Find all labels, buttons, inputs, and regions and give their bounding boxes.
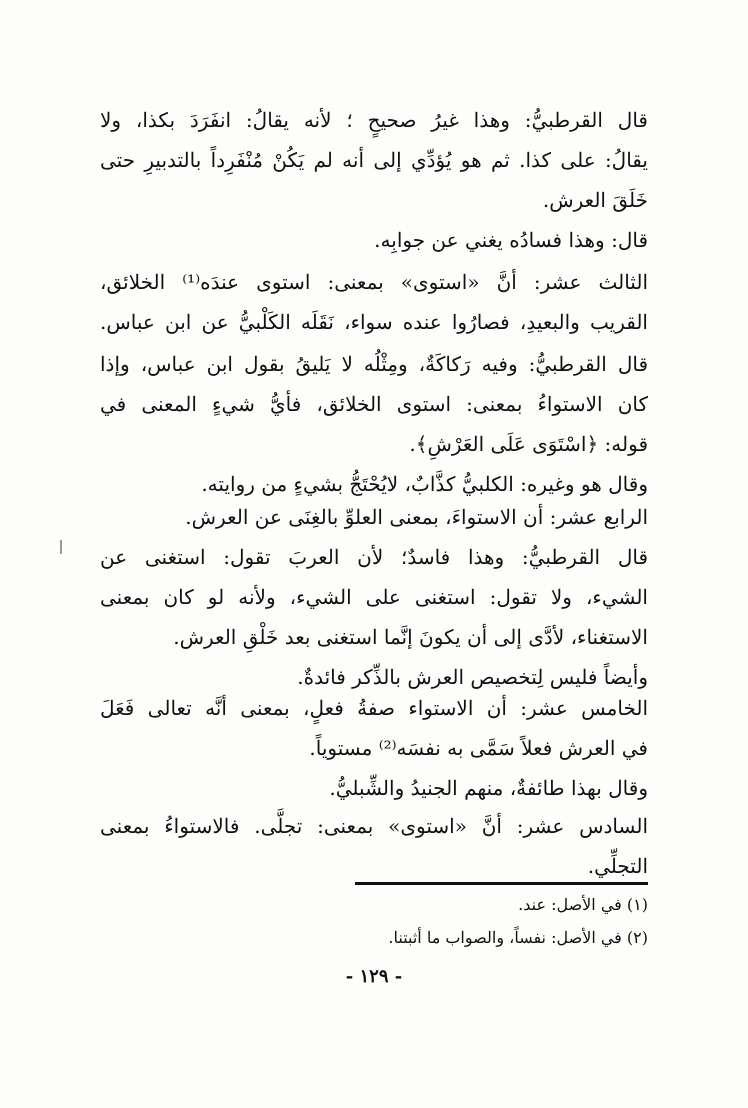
text-line: قال القرطبيُّ: وهذا غيرُ صحيحٍ ؛ لأنه يقالُ: انفَرَدَ بكذا، ولا <box>100 108 648 132</box>
paragraph-16 <box>100 806 648 886</box>
text-line: قوله: ﴿اسْتَوَى عَلَى العَرْشِ﴾. <box>409 432 648 456</box>
footnote-1: (١) في الأصل: عند. <box>518 895 648 914</box>
paragraph-qurtubi-1 <box>100 344 648 504</box>
main-text <box>100 100 648 260</box>
text-line: في العرش فعلاً سَمَّى به نفسَه⁽²⁾ مستوياً. <box>309 736 648 760</box>
text-line: القريب والبعيدِ، فصارُوا عنده سواء، نَقَلَه الكَلْبيُّ عن ابن عباس. <box>100 310 648 334</box>
text-line: الخامس عشر: أن الاستواء صفةُ فعلٍ، بمعنى أنَّه تعالى فَعَلَ <box>100 696 648 720</box>
scan-edge-mark <box>60 540 62 554</box>
paragraph-15 <box>100 688 648 808</box>
text-line: الشيء، ولا تقول: استغنى على الشيء، ولأنه لو كان بمعنى <box>100 585 648 609</box>
paragraph-13 <box>100 262 648 342</box>
text-line: قال القرطبيُّ: وفيه رَكاكَةٌ، ومِثْلُه لا يَليقُ بقول ابن عباس، وإذا <box>100 352 648 376</box>
text-line: وقال بهذا طائفةٌ، منهم الجنيدُ والشِّبليُّ. <box>329 776 648 800</box>
text-line: وقال هو وغيره: الكلبيُّ كذَّابٌ، لايُحْتَجُّ بشيءٍ من روايته. <box>201 472 648 496</box>
text-line: الثالث عشر: أنَّ «استوى» بمعنى: استوى عندَه⁽¹⁾ الخلائق، <box>100 270 648 294</box>
footnote-2: (٢) في الأصل: نفساً، والصواب ما أثبتنا. <box>388 928 648 947</box>
footnote-divider <box>355 882 648 885</box>
text-line: الاستغناء، لأدَّى إلى أن يكونَ إنَّما استغنى بعد خَلْقِ العرش. <box>173 625 648 649</box>
text-line: وأيضاً فليس لِتخصيص العرش بالذِّكر فائدةٌ. <box>297 665 648 689</box>
text-line: قال القرطبيُّ: وهذا فاسدٌ؛ لأن العربَ تقول: استغنى عن <box>100 545 648 569</box>
text-line: التجلِّي. <box>587 854 648 878</box>
text-line: قال: وهذا فسادُه يغني عن جوابِه. <box>374 228 648 252</box>
text-line: كان الاستواءُ بمعنى: استوى الخلائق، فأيُّ شيءٍ المعنى في <box>100 392 648 416</box>
page-number: - ١٢٩ - <box>345 966 403 987</box>
text-line: السادس عشر: أنَّ «استوى» بمعنى: تجلَّى. فالاستواءُ بمعنى <box>100 814 648 838</box>
footnotes <box>100 888 648 954</box>
text-line: خَلَقَ العرش. <box>542 188 648 212</box>
text-line: الرابع عشر: أن الاستواءَ، بمعنى العلوِّ بالغِنَى عن العرش. <box>185 505 648 529</box>
paragraph-14 <box>100 497 648 697</box>
text-line: يقالُ: على كذا. ثم هو يُؤدِّي إلى أنه لم يَكُنْ مُنْفَرِداً بالتدبيرِ حتى <box>100 148 648 172</box>
